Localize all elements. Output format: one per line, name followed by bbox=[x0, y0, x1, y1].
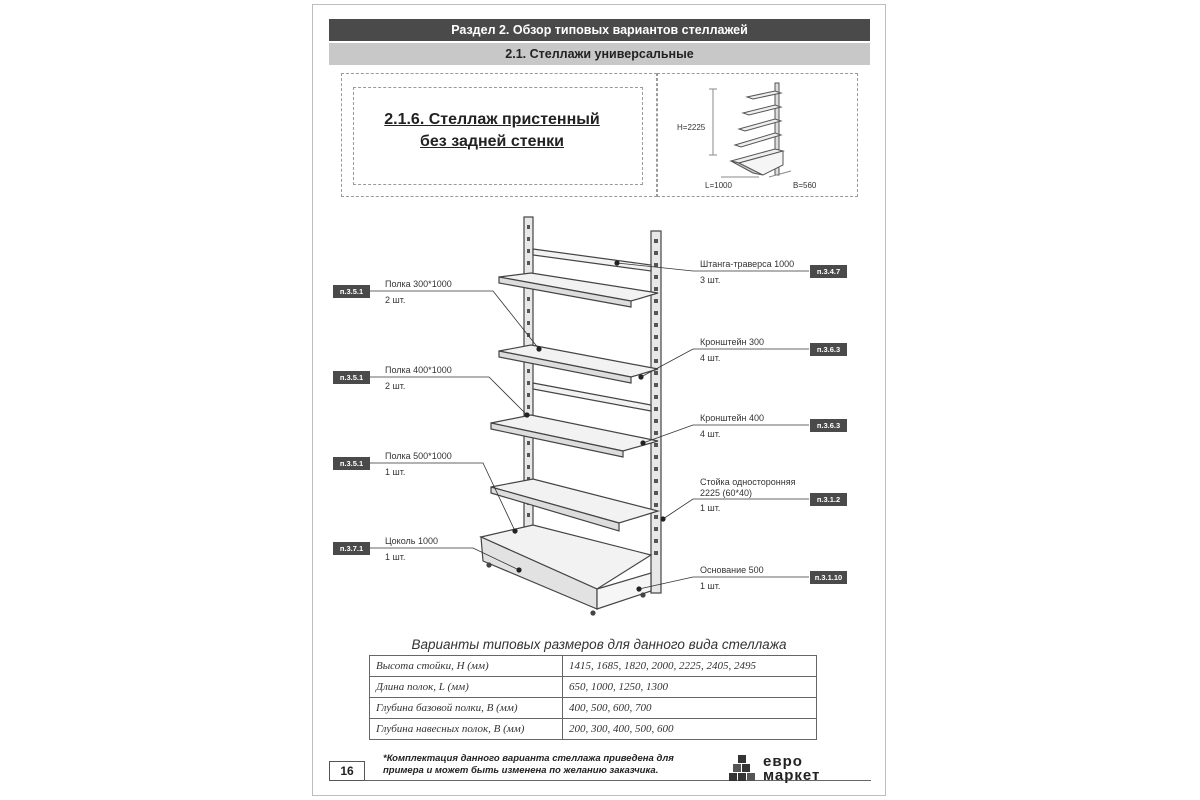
qty-crossbar: 3 шт. bbox=[700, 275, 721, 285]
table-row bbox=[370, 677, 817, 698]
logo-blocks-icon bbox=[727, 755, 761, 785]
ref-tag-base: п.3.1.10 bbox=[810, 571, 847, 584]
ref-tag-shelf-300: п.3.5.1 bbox=[333, 285, 370, 298]
footnote: *Комплектация данного варианта стеллажа приведена для примера и может быть изменена по желанию заказчика. bbox=[383, 753, 674, 776]
catalog-page bbox=[312, 4, 886, 796]
qty-plinth: 1 шт. bbox=[385, 552, 406, 562]
table-row bbox=[370, 719, 817, 740]
label-shelf-300: Полка 300*1000 bbox=[385, 279, 452, 289]
sizes-table bbox=[369, 655, 817, 740]
ref-tag-upright: п.3.1.2 bbox=[810, 493, 847, 506]
ref-tag-crossbar: п.3.4.7 bbox=[810, 265, 847, 278]
table-cell-param: Глубина базовой полки, B (мм) bbox=[370, 698, 563, 719]
qty-upright: 1 шт. bbox=[700, 503, 721, 513]
label-upright: Стойка односторонняя bbox=[700, 477, 796, 487]
table-cell-values: 1415, 1685, 1820, 2000, 2225, 2405, 2495 bbox=[563, 656, 817, 677]
table-row bbox=[370, 656, 817, 677]
label-shelf-400: Полка 400*1000 bbox=[385, 365, 452, 375]
table-cell-values: 400, 500, 600, 700 bbox=[563, 698, 817, 719]
label-crossbar: Штанга-траверса 1000 bbox=[700, 259, 795, 269]
table-cell-values: 200, 300, 400, 500, 600 bbox=[563, 719, 817, 740]
label-bracket-300: Кронштейн 300 bbox=[700, 337, 764, 347]
item-title-line2: без задней стенки bbox=[420, 133, 564, 150]
qty-shelf-500: 1 шт. bbox=[385, 467, 406, 477]
item-title-line1: 2.1.6. Стеллаж пристенный bbox=[384, 111, 600, 128]
ref-tag-plinth: п.3.7.1 bbox=[333, 542, 370, 555]
main-rack-image bbox=[481, 217, 661, 615]
evromarket-logo bbox=[727, 755, 867, 785]
ref-tag-bracket-300: п.3.6.3 bbox=[810, 343, 847, 356]
table-row bbox=[370, 698, 817, 719]
ref-tag-bracket-400: п.3.6.3 bbox=[810, 419, 847, 432]
page-number: 16 bbox=[329, 761, 365, 781]
qty-shelf-400: 2 шт. bbox=[385, 381, 406, 391]
dimension-height: H=2225 bbox=[677, 123, 706, 132]
dimension-depth: B=560 bbox=[793, 181, 817, 190]
table-cell-param: Высота стойки, H (мм) bbox=[370, 656, 563, 677]
table-title: Варианты типовых размеров для данного вида стеллажа bbox=[411, 637, 787, 652]
table-cell-param: Длина полок, L (мм) bbox=[370, 677, 563, 698]
section-header: Раздел 2. Обзор типовых вариантов стеллажей bbox=[329, 19, 870, 41]
logo-line2: маркет bbox=[763, 767, 821, 784]
label-bracket-400: Кронштейн 400 bbox=[700, 413, 764, 423]
ref-tag-shelf-400: п.3.5.1 bbox=[333, 371, 370, 384]
thumbnail-rack-image bbox=[709, 83, 791, 177]
ref-tag-shelf-500: п.3.5.1 bbox=[333, 457, 370, 470]
subsection-header: 2.1. Стеллажи универсальные bbox=[329, 42, 870, 65]
label-upright-size: 2225 (60*40) bbox=[700, 488, 753, 498]
label-plinth: Цоколь 1000 bbox=[385, 536, 438, 546]
label-shelf-500: Полка 500*1000 bbox=[385, 451, 452, 461]
qty-bracket-400: 4 шт. bbox=[700, 429, 721, 439]
qty-shelf-300: 2 шт. bbox=[385, 295, 406, 305]
label-base: Основание 500 bbox=[700, 565, 764, 575]
table-cell-values: 650, 1000, 1250, 1300 bbox=[563, 677, 817, 698]
qty-bracket-300: 4 шт. bbox=[700, 353, 721, 363]
qty-base: 1 шт. bbox=[700, 581, 721, 591]
logo-line1: евро bbox=[763, 753, 803, 770]
logo-text bbox=[763, 755, 820, 783]
dimension-length: L=1000 bbox=[705, 181, 732, 190]
table-cell-param: Глубина навесных полок, B (мм) bbox=[370, 719, 563, 740]
